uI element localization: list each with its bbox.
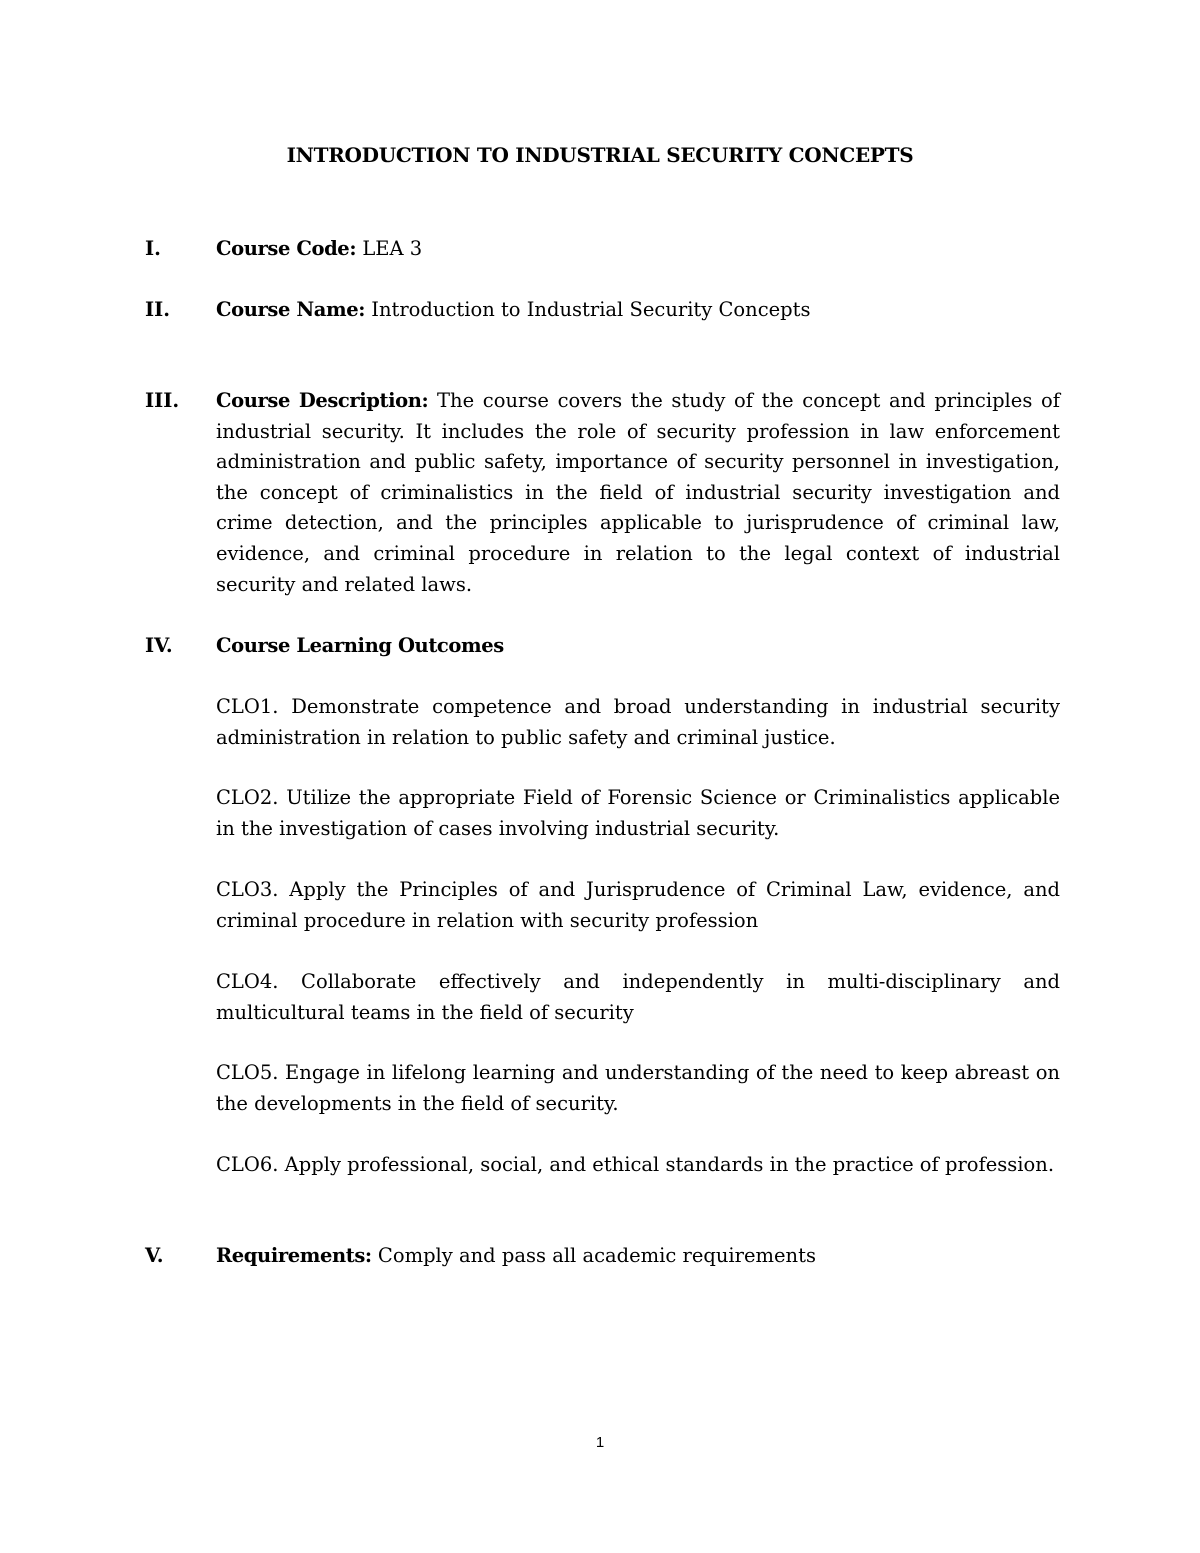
section-body [216,386,1060,600]
section-text: Introduction to Industrial Security Concepts [365,298,811,321]
learning-outcome-item: CLO3. Apply the Principles of and Jurisprudence of Criminal Law, evidence, and criminal procedure in relation with security profession [216,878,1060,932]
section-label: Course Code: [216,237,357,260]
section-numeral: II. [145,298,171,321]
section-numeral: IV. [145,634,173,657]
section-numeral: III. [145,389,180,412]
section-body [216,234,1060,265]
section-body [216,1241,1060,1272]
section-text: Comply and pass all academic requirements [371,1244,816,1267]
section-text: LEA 3 [356,237,423,260]
section-numeral: V. [145,1244,164,1267]
section-label: Course Description: [216,389,429,412]
learning-outcome-item: CLO6. Apply professional, social, and ethical standards in the practice of profession. [216,1153,1055,1176]
page-number: 1 [595,1434,605,1451]
section-course-code [145,234,1060,265]
section-learning-outcomes [145,631,1060,662]
section-text: The course covers the study of the concept and principles of industrial security. It includes the role of security profession in law enforcement administration and public safety, importance of security personnel in investigation, the concept of criminalistics in the field of industrial security investigation and crime detection, and the principles applicable to jurisprudence of criminal law, evidence, and criminal procedure in relation to the legal context of industrial security and related laws. [216,389,1060,596]
learning-outcome-item: CLO5. Engage in lifelong learning and understanding of the need to keep abreast on the developments in the field of security. [216,1061,1060,1115]
section-course-description [145,386,1060,600]
learning-outcome-item: CLO1. Demonstrate competence and broad understanding in industrial security administration in relation to public safety and criminal justice. [216,695,1060,749]
section-label: Requirements: [216,1244,372,1267]
learning-outcome-item: CLO2. Utilize the appropriate Field of Forensic Science or Criminalistics applicable in the investigation of cases involving industrial security. [216,786,1060,840]
section-course-name [145,295,1060,326]
section-body [216,295,1060,326]
page-title: INTRODUCTION TO INDUSTRIAL SECURITY CONCEPTS [286,143,914,167]
section-requirements [145,1241,1060,1272]
learning-outcome-item: CLO4. Collaborate effectively and independently in multi-disciplinary and multicultural teams in the field of security [216,970,1060,1024]
section-label: Course Learning Outcomes [216,634,504,657]
section-numeral: I. [145,237,161,260]
section-label: Course Name: [216,298,366,321]
section-body [216,631,1060,662]
